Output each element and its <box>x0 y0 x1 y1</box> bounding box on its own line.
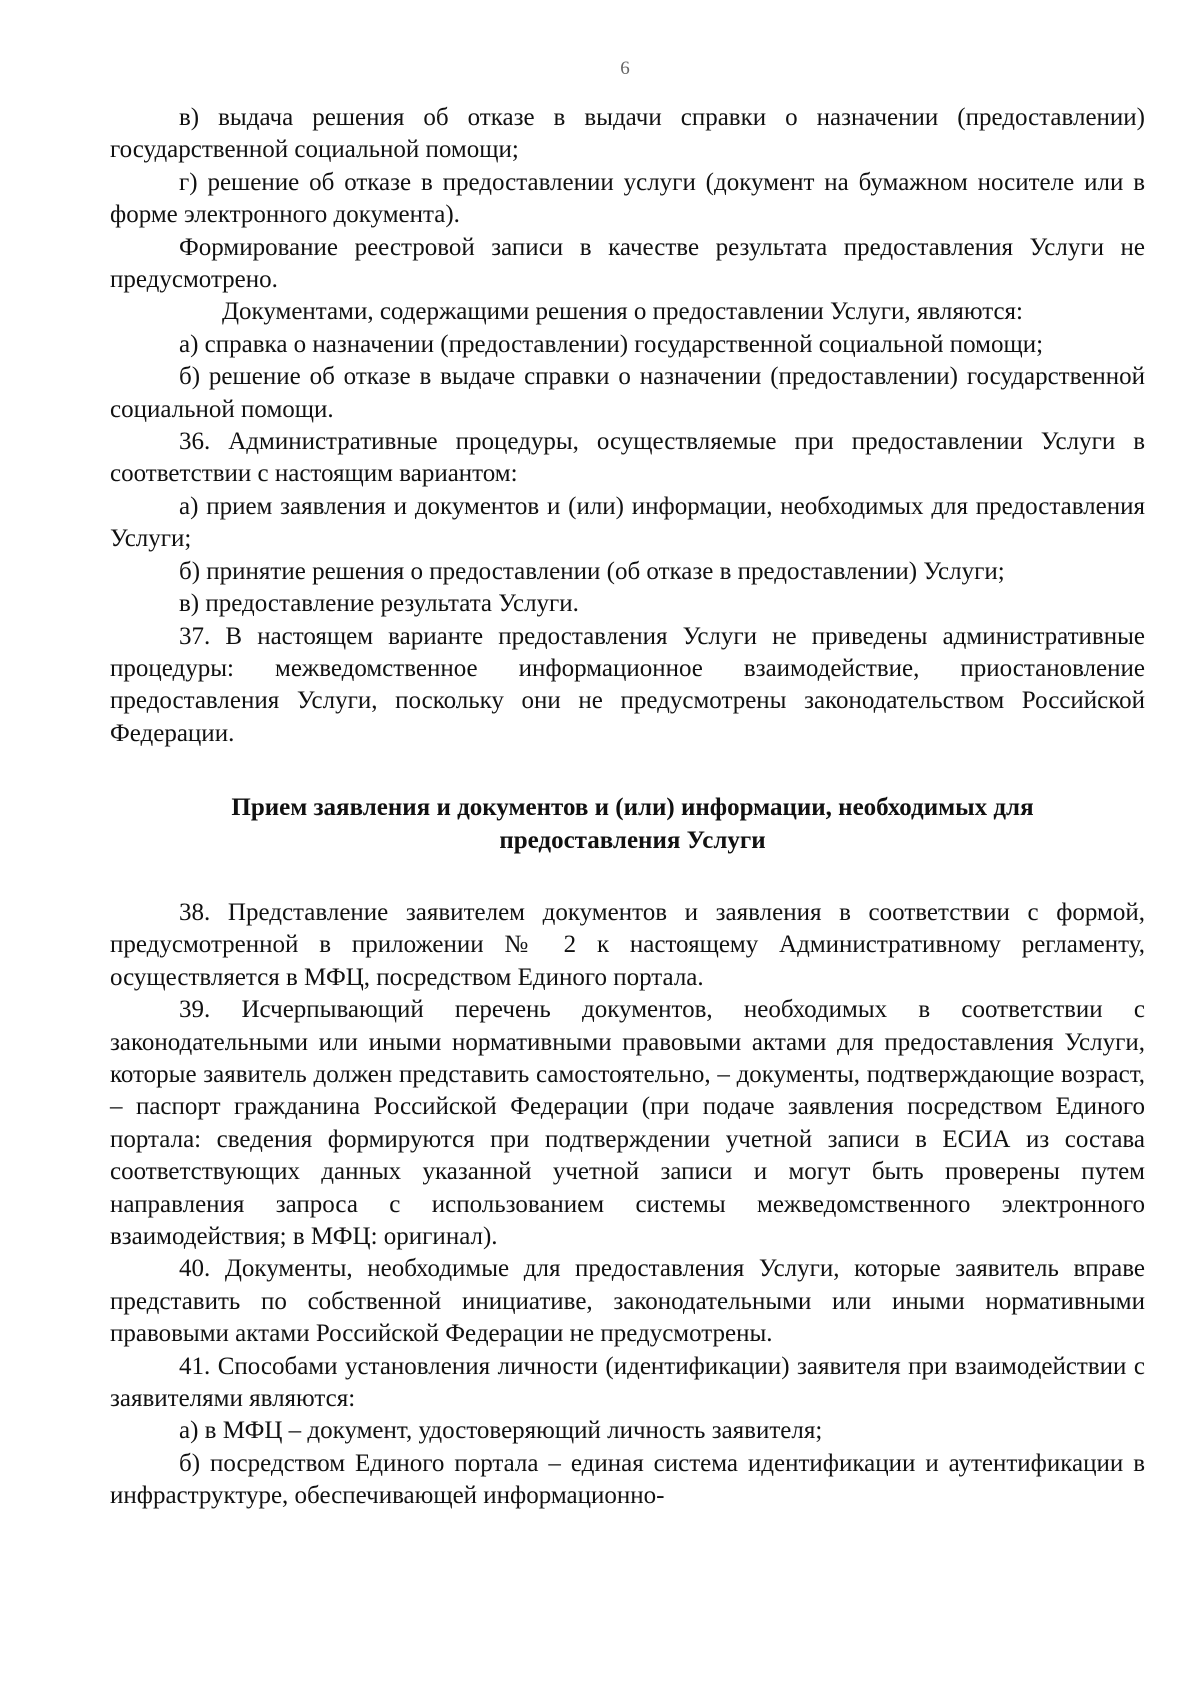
clause-36-v: в) предоставление результата Услуги. <box>179 590 579 618</box>
result-document-b: б) решение об отказе в выдаче справки о назначении (предоставлении) государственной социальной помощи. <box>110 363 1145 423</box>
clause-39: 39. Исчерпывающий перечень документов, необходимых в соответствии с законодательными или иными нормативными правовыми актами для предоставления Услуги, которые заявитель должен представить самостоятельно, – документы, подтверждающие возраст, – паспорт гражданина Российской Федерации (при подаче заявления посредством Единого портала: сведения формируются при подтверждении учетной записи в ЕСИА из состава соответствующих данных указанной учетной записи и могут быть проверены путем направления запроса с использованием системы межведомственного электронного взаимодействия; в МФЦ: оригинал). <box>110 996 1145 1250</box>
clause-41: 41. Способами установления личности (идентификации) заявителя при взаимодействии с заявителями являются: <box>110 1352 1145 1413</box>
section-heading: Прием заявления и документов и (или) информации, необходимых для предоставления Услуги <box>231 794 1034 854</box>
page-number: 6 <box>620 58 630 79</box>
registry-record-note: Формирование реестровой записи в качестве результата предоставления Услуги не предусмотрено. <box>110 233 1145 294</box>
clause-37: 37. В настоящем варианте предоставления Услуги не приведены административные процедуры: межведомственное информационное взаимодействие, приостановление предоставления Услуги, поскольку они не предусмотрены законодательством Российской Федерации. <box>110 622 1145 747</box>
result-document-a: а) справка о назначении (предоставлении) государственной социальной помощи; <box>179 330 1044 358</box>
clause-36-a: а) прием заявления и документов и (или) информации, необходимых для предоставления Услуги; <box>110 492 1145 553</box>
page-body <box>110 102 1145 1513</box>
clause-38: 38. Представление заявителем документов и заявления в соответствии с формой, предусмотренной в приложении № 2 к настоящему Административному регламенту, осуществляется в МФЦ, посредством Единого портала. <box>110 898 1145 991</box>
clause-41-b: б) посредством Единого портала – единая система идентификации и аутентификации в инфраструктуре, обеспечивающей информационно- <box>110 1449 1145 1510</box>
result-documents-intro: Документами, содержащими решения о предоставлении Услуги, являются: <box>222 298 1023 326</box>
clause-41-a: а) в МФЦ – документ, удостоверяющий личность заявителя; <box>179 1417 823 1445</box>
clause-40: 40. Документы, необходимые для предоставления Услуги, которые заявитель вправе представить по собственной инициативе, законодательными или иными нормативными правовыми актами Российской Федерации не предусмотрены. <box>110 1255 1145 1348</box>
clause-36-b: б) принятие решения о предоставлении (об отказе в предоставлении) Услуги; <box>179 557 1005 585</box>
clause-36: 36. Административные процедуры, осуществляемые при предоставлении Услуги в соответствии с настоящим вариантом: <box>110 428 1145 488</box>
result-option-g: г) решение об отказе в предоставлении услуги (документ на бумажном носителе или в форме электронного документа). <box>110 168 1145 229</box>
result-option-v: в) выдача решения об отказе в выдачи справки о назначении (предоставлении) государственной социальной помощи; <box>110 104 1145 164</box>
